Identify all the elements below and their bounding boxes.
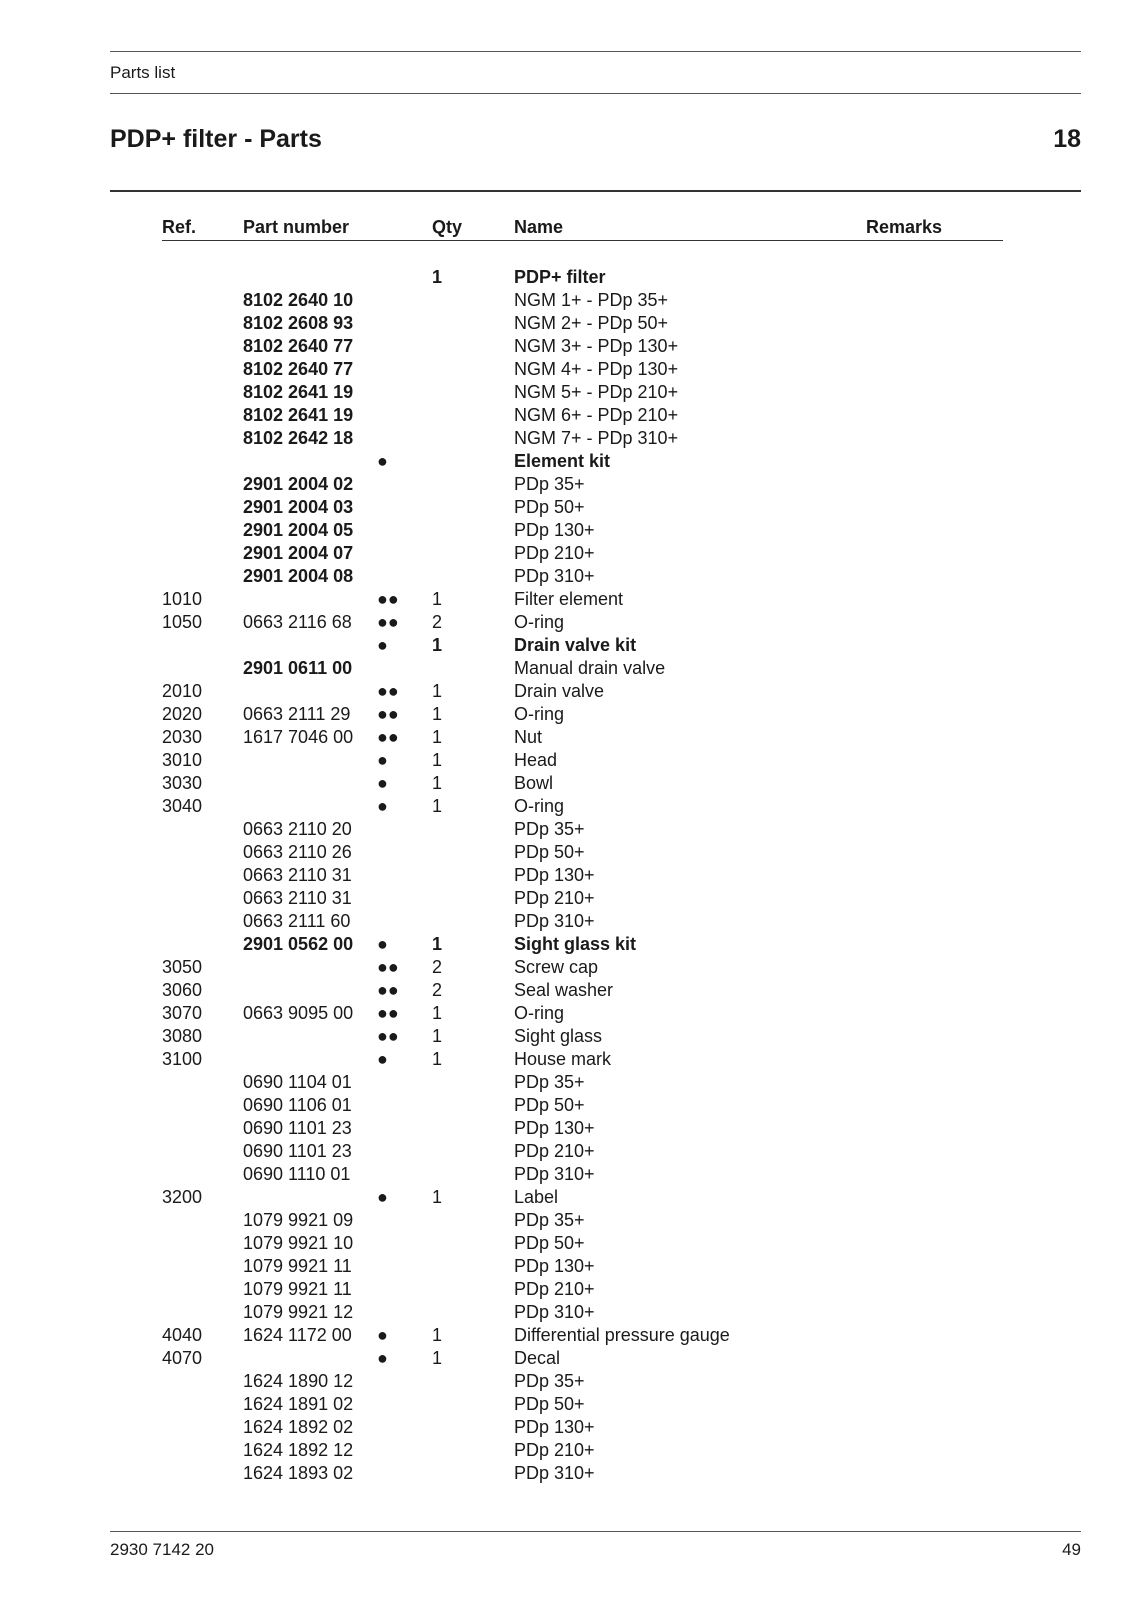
level-marker: ● — [377, 934, 388, 954]
part-number-cell: 1624 1892 02 — [243, 1417, 354, 1437]
level-marker: ● — [377, 451, 388, 471]
qty-cell: 1 — [432, 727, 443, 747]
level-marker: ●● — [377, 589, 399, 609]
name-cell: O-ring — [514, 612, 565, 632]
ref-cell: 3070 — [162, 1003, 203, 1023]
name-cell: PDp 210+ — [514, 1141, 595, 1161]
name-cell: NGM 3+ - PDp 130+ — [514, 336, 679, 356]
table-row — [0, 565, 1131, 588]
name-cell: PDp 130+ — [514, 865, 595, 885]
table-row — [0, 1393, 1131, 1416]
qty-cell: 1 — [432, 681, 443, 701]
part-number-cell: 0690 1104 01 — [243, 1072, 352, 1092]
name-cell: Nut — [514, 727, 543, 747]
ref-cell: 3030 — [162, 773, 203, 793]
table-row — [0, 450, 1131, 473]
part-number-cell: 0690 1106 01 — [243, 1095, 352, 1115]
page-title: PDP+ filter - Parts — [110, 125, 322, 153]
name-cell: Label — [514, 1187, 559, 1207]
name-cell: PDp 50+ — [514, 1233, 585, 1253]
ref-cell: 1050 — [162, 612, 203, 632]
qty-cell: 1 — [432, 773, 443, 793]
name-cell: PDp 310+ — [514, 1463, 595, 1483]
column-header-remarks: Remarks — [866, 217, 943, 237]
part-number-cell: 1624 1891 02 — [243, 1394, 354, 1414]
part-number-cell: 8102 2640 10 — [243, 290, 354, 310]
name-cell: Seal washer — [514, 980, 614, 1000]
part-number-cell: 8102 2608 93 — [243, 313, 354, 333]
table-row — [0, 312, 1131, 335]
table-row — [0, 1140, 1131, 1163]
qty-cell: 1 — [432, 750, 443, 770]
qty-cell: 1 — [432, 1049, 443, 1069]
level-marker: ●● — [377, 1026, 399, 1046]
ref-cell: 1010 — [162, 589, 203, 609]
column-header-ref: Ref. — [162, 217, 197, 237]
part-number-cell: 1624 1172 00 — [243, 1325, 352, 1345]
part-number-cell: 0663 2111 29 — [243, 704, 351, 724]
part-number-cell: 1079 9921 11 — [243, 1256, 352, 1276]
name-cell: PDp 50+ — [514, 497, 585, 517]
table-row — [0, 1301, 1131, 1324]
level-marker: ● — [377, 773, 388, 793]
table-row — [0, 1209, 1131, 1232]
table-row — [0, 795, 1131, 818]
level-marker: ●● — [377, 957, 399, 977]
table-row — [0, 1071, 1131, 1094]
table-row — [0, 496, 1131, 519]
name-cell: Filter element — [514, 589, 624, 609]
name-cell: PDp 50+ — [514, 1095, 585, 1115]
table-row — [0, 335, 1131, 358]
table-row — [0, 657, 1131, 680]
level-marker: ● — [377, 750, 388, 770]
part-number-cell: 2901 2004 05 — [243, 520, 354, 540]
ref-cell: 3040 — [162, 796, 203, 816]
ref-cell: 2010 — [162, 681, 203, 701]
level-marker: ●● — [377, 980, 399, 1000]
name-cell: PDp 310+ — [514, 1302, 595, 1322]
part-number-cell: 0663 2110 31 — [243, 888, 352, 908]
column-header-qty: Qty — [432, 217, 463, 237]
footer-rule — [110, 1531, 1081, 1532]
name-cell: PDp 50+ — [514, 842, 585, 862]
level-marker: ● — [377, 1187, 388, 1207]
part-number-cell: 8102 2640 77 — [243, 359, 354, 379]
level-marker: ●● — [377, 704, 399, 724]
name-cell: NGM 1+ - PDp 35+ — [514, 290, 669, 310]
qty-cell: 1 — [432, 934, 443, 954]
table-row — [0, 381, 1131, 404]
part-number-cell: 0690 1101 23 — [243, 1118, 352, 1138]
level-marker: ● — [377, 1049, 388, 1069]
table-row — [0, 542, 1131, 565]
name-cell: Element kit — [514, 451, 611, 471]
ref-cell: 4040 — [162, 1325, 203, 1345]
ref-cell: 3010 — [162, 750, 203, 770]
table-row — [0, 1048, 1131, 1071]
part-number-cell: 1079 9921 11 — [243, 1279, 352, 1299]
name-cell: PDp 35+ — [514, 819, 585, 839]
table-row — [0, 749, 1131, 772]
name-cell: Head — [514, 750, 558, 770]
qty-cell: 1 — [432, 589, 443, 609]
table-row — [0, 818, 1131, 841]
name-cell: O-ring — [514, 796, 565, 816]
level-marker: ●● — [377, 727, 399, 747]
part-number-cell: 2901 2004 08 — [243, 566, 354, 586]
part-number-cell: 1079 9921 09 — [243, 1210, 354, 1230]
table-row — [0, 841, 1131, 864]
part-number-cell: 0663 2110 20 — [243, 819, 352, 839]
ref-cell: 4070 — [162, 1348, 203, 1368]
table-row — [0, 910, 1131, 933]
level-marker: ● — [377, 1348, 388, 1368]
table-row — [0, 1439, 1131, 1462]
part-number-cell: 0663 2110 31 — [243, 865, 352, 885]
table-row — [0, 404, 1131, 427]
name-cell: NGM 7+ - PDp 310+ — [514, 428, 679, 448]
ref-cell: 3200 — [162, 1187, 203, 1207]
table-row — [0, 933, 1131, 956]
name-cell: PDp 130+ — [514, 1118, 595, 1138]
table-row — [0, 1416, 1131, 1439]
name-cell: PDp 210+ — [514, 1279, 595, 1299]
name-cell: PDp 35+ — [514, 1371, 585, 1391]
table-row — [0, 634, 1131, 657]
name-cell: Sight glass kit — [514, 934, 637, 954]
level-marker: ● — [377, 1325, 388, 1345]
document-number: 2930 7142 20 — [110, 1540, 214, 1559]
table-row — [0, 519, 1131, 542]
column-header-name: Name — [514, 217, 564, 237]
table-header-rule — [162, 240, 1003, 241]
level-marker: ● — [377, 635, 388, 655]
part-number-cell: 1079 9921 10 — [243, 1233, 354, 1253]
part-number-cell: 2901 2004 07 — [243, 543, 354, 563]
qty-cell: 1 — [432, 1325, 443, 1345]
qty-cell: 1 — [432, 704, 443, 724]
name-cell: NGM 2+ - PDp 50+ — [514, 313, 669, 333]
name-cell: NGM 5+ - PDp 210+ — [514, 382, 679, 402]
table-row — [0, 1094, 1131, 1117]
part-number-cell: 1624 1892 12 — [243, 1440, 354, 1460]
level-marker: ● — [377, 796, 388, 816]
qty-cell: 2 — [432, 980, 443, 1000]
table-row — [0, 772, 1131, 795]
qty-cell: 2 — [432, 612, 443, 632]
table-row — [0, 726, 1131, 749]
name-cell: PDp 35+ — [514, 474, 585, 494]
part-number-cell: 8102 2642 18 — [243, 428, 354, 448]
part-number-cell: 8102 2641 19 — [243, 382, 354, 402]
name-cell: Differential pressure gauge — [514, 1325, 730, 1345]
header-bottom-rule — [110, 93, 1081, 94]
name-cell: PDp 210+ — [514, 888, 595, 908]
table-row — [0, 864, 1131, 887]
part-number-cell: 0690 1110 01 — [243, 1164, 351, 1184]
part-number-cell: 1617 7046 00 — [243, 727, 354, 747]
qty-cell: 1 — [432, 635, 443, 655]
name-cell: NGM 4+ - PDp 130+ — [514, 359, 679, 379]
ref-cell: 3100 — [162, 1049, 203, 1069]
table-row — [0, 1117, 1131, 1140]
name-cell: PDp 35+ — [514, 1210, 585, 1230]
table-row — [0, 1186, 1131, 1209]
part-number-cell: 0663 2116 68 — [243, 612, 352, 632]
part-number-cell: 2901 0611 00 — [243, 658, 353, 678]
level-marker: ●● — [377, 681, 399, 701]
part-number-cell: 0690 1101 23 — [243, 1141, 352, 1161]
chapter-number: 18 — [1053, 125, 1081, 153]
part-number-cell: 8102 2641 19 — [243, 405, 354, 425]
qty-cell: 2 — [432, 957, 443, 977]
part-number-cell: 2901 2004 02 — [243, 474, 354, 494]
table-row — [0, 427, 1131, 450]
name-cell: PDp 35+ — [514, 1072, 585, 1092]
ref-cell: 3080 — [162, 1026, 203, 1046]
part-number-cell: 0663 2111 60 — [243, 911, 351, 931]
level-marker: ●● — [377, 1003, 399, 1023]
table-row — [0, 611, 1131, 634]
table-row — [0, 979, 1131, 1002]
table-row — [0, 887, 1131, 910]
table-row — [0, 266, 1131, 289]
name-cell: Manual drain valve — [514, 658, 666, 678]
part-number-cell: 8102 2640 77 — [243, 336, 354, 356]
ref-cell: 2030 — [162, 727, 203, 747]
name-cell: PDp 130+ — [514, 520, 595, 540]
qty-cell: 1 — [432, 1026, 443, 1046]
name-cell: PDp 130+ — [514, 1417, 595, 1437]
name-cell: O-ring — [514, 1003, 565, 1023]
table-row — [0, 1025, 1131, 1048]
name-cell: Decal — [514, 1348, 561, 1368]
table-row — [0, 1370, 1131, 1393]
qty-cell: 1 — [432, 1003, 443, 1023]
page-number: 49 — [1062, 1540, 1081, 1559]
name-cell: PDp 210+ — [514, 543, 595, 563]
name-cell: House mark — [514, 1049, 612, 1069]
ref-cell: 3050 — [162, 957, 203, 977]
name-cell: Drain valve — [514, 681, 605, 701]
table-row — [0, 473, 1131, 496]
table-row — [0, 1163, 1131, 1186]
table-row — [0, 703, 1131, 726]
part-number-cell: 2901 2004 03 — [243, 497, 354, 517]
part-number-cell: 0663 9095 00 — [243, 1003, 354, 1023]
name-cell: PDp 310+ — [514, 1164, 595, 1184]
parts-table — [0, 266, 1131, 1485]
header-top-rule — [110, 51, 1081, 52]
qty-cell: 1 — [432, 1348, 443, 1368]
table-row — [0, 358, 1131, 381]
part-number-cell: 0663 2110 26 — [243, 842, 352, 862]
table-row — [0, 289, 1131, 312]
section-label: Parts list — [110, 63, 176, 82]
name-cell: NGM 6+ - PDp 210+ — [514, 405, 679, 425]
name-cell: PDp 50+ — [514, 1394, 585, 1414]
table-row — [0, 1324, 1131, 1347]
name-cell: Screw cap — [514, 957, 599, 977]
table-row — [0, 1278, 1131, 1301]
qty-cell: 1 — [432, 796, 443, 816]
table-row — [0, 1462, 1131, 1485]
name-cell: Drain valve kit — [514, 635, 637, 655]
table-row — [0, 1232, 1131, 1255]
name-cell: PDp 130+ — [514, 1256, 595, 1276]
ref-cell: 2020 — [162, 704, 203, 724]
part-number-cell: 1079 9921 12 — [243, 1302, 354, 1322]
title-rule — [110, 190, 1081, 192]
name-cell: PDp 310+ — [514, 566, 595, 586]
qty-cell: 1 — [432, 267, 443, 287]
name-cell: PDP+ filter — [514, 267, 606, 287]
part-number-cell: 2901 0562 00 — [243, 934, 354, 954]
column-header-part-number: Part number — [243, 217, 350, 237]
ref-cell: 3060 — [162, 980, 203, 1000]
qty-cell: 1 — [432, 1187, 443, 1207]
name-cell: O-ring — [514, 704, 565, 724]
part-number-cell: 1624 1890 12 — [243, 1371, 354, 1391]
table-row — [0, 588, 1131, 611]
name-cell: PDp 310+ — [514, 911, 595, 931]
name-cell: PDp 210+ — [514, 1440, 595, 1460]
part-number-cell: 1624 1893 02 — [243, 1463, 354, 1483]
table-row — [0, 680, 1131, 703]
name-cell: Sight glass — [514, 1026, 603, 1046]
table-row — [0, 956, 1131, 979]
table-row — [0, 1002, 1131, 1025]
level-marker: ●● — [377, 612, 399, 632]
table-row — [0, 1347, 1131, 1370]
table-row — [0, 1255, 1131, 1278]
name-cell: Bowl — [514, 773, 554, 793]
